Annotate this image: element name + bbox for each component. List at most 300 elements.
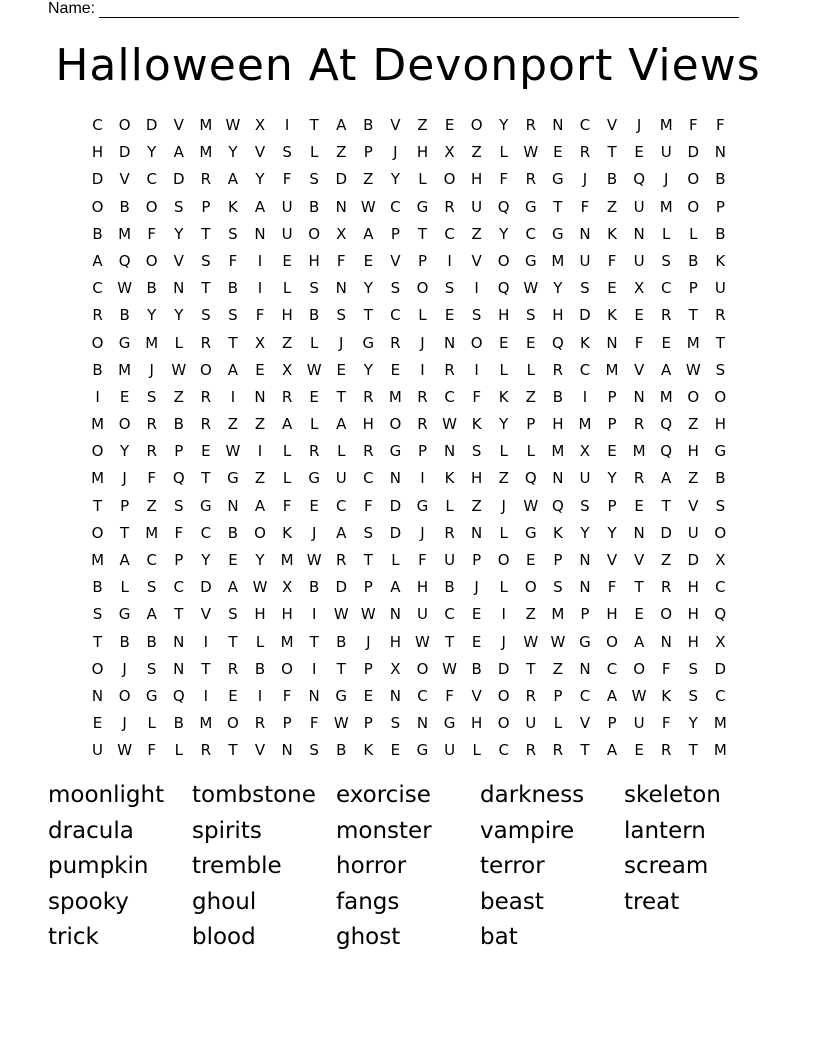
grid-letter: O (308, 224, 321, 243)
grid-letter: O (497, 686, 510, 705)
grid-letter: S (146, 387, 157, 406)
grid-letter: O (118, 415, 131, 434)
grid-letter: G (552, 224, 564, 243)
grid-letter: O (118, 116, 131, 134)
grid-letter: E (498, 333, 509, 352)
word-item: fangs (336, 888, 400, 915)
grid-letter: D (200, 578, 212, 597)
grid-row (84, 493, 734, 520)
grid-letter: P (526, 415, 536, 434)
grid-letter: O (389, 415, 402, 434)
grid-letter: G (335, 686, 348, 705)
grid-row (84, 411, 734, 438)
grid-letter: I (203, 632, 209, 651)
grid-letter: B (254, 659, 266, 678)
grid-letter: I (311, 659, 317, 678)
grid-letter: A (227, 360, 239, 379)
grid-letter: R (552, 741, 564, 760)
grid-letter: M (145, 523, 159, 542)
grid-letter: S (526, 306, 536, 325)
grid-letter: Z (281, 333, 293, 352)
grid-letter: S (580, 279, 590, 298)
grid-letter: Y (499, 224, 509, 243)
grid-letter: Y (499, 415, 509, 434)
grid-letter: N (281, 741, 293, 760)
grid-letter: Q (633, 170, 645, 189)
grid-letter: D (660, 523, 672, 542)
grid-letter: F (607, 578, 617, 597)
grid-letter: B (92, 578, 103, 597)
grid-letter: Q (660, 415, 673, 434)
grid-letter: G (118, 333, 131, 352)
grid-letter: D (579, 306, 591, 325)
grid-letter: Y (201, 551, 211, 569)
grid-letter: R (444, 523, 455, 542)
grid-letter: G (714, 442, 727, 461)
grid-letter: J (420, 333, 425, 352)
grid-letter: X (281, 360, 293, 379)
grid-letter: B (309, 578, 320, 597)
grid-letter: E (634, 306, 644, 325)
grid-letter: M (659, 387, 673, 406)
grid-letter: L (689, 224, 698, 243)
grid-letter: M (713, 714, 727, 733)
grid-letter: B (309, 197, 320, 216)
grid-letter: B (336, 741, 347, 760)
grid-letter: E (228, 686, 238, 705)
grid-letter: P (363, 659, 373, 678)
grid-letter: R (417, 387, 428, 406)
grid-letter: Z (471, 143, 482, 162)
grid-letter: E (363, 251, 374, 270)
grid-letter: V (579, 714, 591, 733)
grid-letter: T (661, 496, 671, 515)
grid-letter: Q (551, 496, 564, 515)
grid-letter: E (390, 741, 401, 760)
grid-letter: S (174, 496, 184, 515)
grid-letter: R (660, 741, 672, 760)
grid-letter: Q (497, 197, 510, 216)
grid-letter: Y (688, 714, 698, 733)
grid-letter: C (390, 306, 401, 325)
grid-letter: C (579, 686, 591, 705)
word-item: tombstone (192, 782, 316, 808)
grid-letter: F (309, 714, 319, 733)
grid-letter: E (282, 251, 292, 270)
grid-letter: W (171, 360, 187, 379)
grid-letter: D (91, 170, 104, 189)
grid-letter: S (201, 306, 211, 325)
grid-letter: S (228, 605, 238, 624)
grid-letter: Y (390, 170, 400, 189)
grid-letter: Z (146, 496, 157, 515)
grid-letter: W (252, 578, 268, 597)
grid-letter: P (390, 224, 400, 243)
grid-letter: O (687, 387, 700, 406)
grid-letter: E (607, 442, 617, 461)
grid-letter: R (390, 333, 401, 352)
grid-letter: E (526, 551, 536, 569)
grid-letter: Q (714, 605, 727, 624)
grid-letter: O (660, 605, 673, 624)
grid-row (84, 710, 734, 737)
grid-letter: R (254, 714, 266, 733)
grid-letter: R (146, 415, 157, 434)
grid-letter: R (444, 197, 455, 216)
grid-letter: J (366, 632, 371, 651)
grid-letter: U (471, 197, 483, 216)
grid-letter: N (389, 469, 402, 488)
grid-letter: H (552, 306, 564, 325)
grid-letter: V (390, 116, 401, 134)
grid-letter: P (715, 197, 725, 216)
grid-letter: H (687, 632, 699, 651)
grid-letter: F (147, 469, 157, 488)
grid-letter: M (280, 551, 294, 569)
word-row (48, 778, 768, 814)
grid-letter: Z (417, 116, 428, 134)
grid-letter: G (227, 469, 239, 488)
grid-letter: S (471, 306, 482, 325)
grid-letter: M (551, 442, 565, 461)
grid-letter: O (227, 714, 239, 733)
page-title: Halloween At Devonport Views (55, 40, 761, 91)
grid-letter: M (91, 415, 105, 434)
grid-letter: O (416, 659, 429, 678)
grid-letter: V (633, 551, 645, 569)
grid-letter: P (363, 714, 373, 733)
grid-letter: E (471, 605, 482, 624)
grid-letter: G (308, 469, 320, 488)
grid-letter: C (146, 170, 157, 189)
grid-letter: L (174, 741, 183, 760)
grid-letter: F (499, 170, 509, 189)
grid-letter: E (92, 714, 103, 733)
grid-letter: U (633, 197, 645, 216)
grid-letter: R (552, 360, 564, 379)
grid-letter: R (579, 143, 591, 162)
grid-letter: Z (254, 415, 266, 434)
grid-letter: C (606, 659, 618, 678)
grid-letter: E (309, 496, 319, 515)
grid-letter: S (444, 279, 455, 298)
grid-letter: P (282, 714, 292, 733)
word-item: tremble (192, 853, 282, 880)
grid-letter: C (390, 197, 401, 216)
word-item: spooky (48, 888, 129, 915)
grid-letter: Z (227, 415, 239, 434)
grid-letter: U (335, 469, 347, 488)
grid-letter: D (335, 578, 348, 597)
grid-letter: I (447, 251, 452, 270)
grid-letter: A (254, 197, 266, 216)
grid-letter: T (309, 116, 319, 134)
grid-letter: Z (336, 143, 347, 162)
grid-letter: B (715, 170, 726, 189)
grid-letter: K (228, 197, 238, 216)
grid-letter: H (281, 605, 293, 624)
grid-letter: I (420, 469, 425, 488)
grid-letter: T (228, 741, 238, 760)
grid-letter: C (444, 224, 455, 243)
grid-letter: G (118, 605, 131, 624)
grid-letter: S (336, 306, 346, 325)
grid-letter: A (336, 415, 347, 434)
grid-letter: D (497, 659, 510, 678)
grid-letter: F (418, 551, 427, 569)
grid-letter: R (200, 415, 212, 434)
word-item: ghoul (192, 888, 257, 915)
grid-letter: G (416, 741, 429, 760)
grid-letter: L (499, 442, 508, 461)
grid-letter: U (660, 143, 672, 162)
grid-letter: O (91, 333, 104, 352)
grid-letter: G (552, 170, 564, 189)
grid-letter: X (715, 551, 726, 569)
grid-letter: T (92, 632, 103, 651)
grid-row (84, 302, 734, 329)
grid-letter: I (95, 387, 100, 406)
grid-letter: E (390, 360, 401, 379)
grid-letter: B (471, 659, 482, 678)
grid-letter: N (714, 143, 726, 162)
grid-letter: L (337, 442, 346, 461)
grid-letter: H (91, 143, 104, 162)
grid-letter: A (146, 605, 157, 624)
grid-letter: W (225, 116, 241, 134)
grid-letter: Y (228, 143, 238, 162)
grid-letter: H (362, 415, 374, 434)
grid-letter: A (336, 116, 347, 134)
grid-letter: L (499, 360, 508, 379)
grid-row (84, 520, 734, 547)
grid-letter: K (607, 306, 617, 325)
grid-letter: W (117, 741, 133, 760)
grid-letter: X (444, 143, 455, 162)
grid-letter: S (715, 496, 726, 515)
grid-letter: U (92, 741, 104, 760)
grid-letter: Z (606, 197, 618, 216)
grid-letter: K (471, 415, 482, 434)
grid-letter: R (660, 306, 672, 325)
grid-letter: B (227, 523, 239, 542)
grid-letter: B (363, 116, 374, 134)
grid-letter: B (227, 279, 239, 298)
grid-letter: H (687, 578, 699, 597)
grid-row (84, 574, 734, 601)
grid-letter: T (228, 333, 238, 352)
grid-letter: E (255, 360, 265, 379)
grid-letter: Y (363, 360, 373, 379)
grid-letter: K (363, 741, 374, 760)
grid-letter: M (659, 116, 673, 134)
grid-letter: O (714, 387, 727, 406)
grid-letter: K (444, 469, 455, 488)
grid-letter: R (525, 170, 536, 189)
grid-letter: T (309, 632, 319, 651)
grid-row (84, 547, 734, 574)
grid-letter: N (633, 224, 645, 243)
grid-letter: H (552, 415, 564, 434)
grid-letter: P (174, 551, 184, 569)
grid-letter: F (228, 251, 238, 270)
grid-letter: W (306, 360, 322, 379)
grid-letter: S (471, 442, 482, 461)
grid-letter: W (333, 714, 349, 733)
grid-letter: Y (147, 306, 157, 325)
grid-letter: H (498, 306, 510, 325)
grid-letter: T (201, 469, 211, 488)
word-item: moonlight (48, 782, 165, 808)
grid-letter: J (474, 578, 479, 597)
grid-letter: D (389, 496, 402, 515)
grid-letter: I (230, 387, 236, 406)
grid-letter: D (118, 143, 131, 162)
grid-letter: O (524, 578, 537, 597)
grid-letter: R (308, 442, 320, 461)
grid-letter: E (119, 387, 130, 406)
grid-letter: S (146, 578, 157, 597)
grid-letter: O (470, 333, 483, 352)
grid-row (84, 601, 734, 628)
grid-letter: L (147, 714, 156, 733)
grid-letter: J (122, 469, 127, 488)
grid-row (84, 656, 734, 683)
grid-letter: S (715, 360, 726, 379)
word-item: bat (480, 924, 518, 951)
grid-letter: L (499, 523, 508, 542)
letter-grid (84, 112, 734, 765)
grid-letter: C (525, 224, 537, 243)
grid-letter: F (364, 496, 373, 515)
word-item: blood (192, 924, 256, 951)
grid-letter: P (553, 686, 563, 705)
grid-letter: F (472, 387, 481, 406)
grid-letter: A (661, 469, 672, 488)
grid-letter: N (471, 523, 483, 542)
grid-letter: Z (498, 469, 509, 488)
grid-row (84, 194, 734, 221)
grid-letter: O (497, 714, 510, 733)
grid-letter: J (122, 659, 127, 678)
grid-letter: Z (254, 469, 266, 488)
grid-letter: T (715, 333, 725, 352)
grid-letter: I (474, 279, 479, 298)
word-list (48, 778, 768, 956)
grid-letter: M (199, 143, 213, 162)
grid-letter: F (607, 251, 617, 270)
grid-letter: N (579, 578, 591, 597)
grid-letter: M (91, 551, 105, 569)
grid-letter: C (498, 741, 509, 760)
grid-letter: J (663, 170, 669, 189)
grid-letter: E (634, 143, 644, 162)
grid-letter: Y (120, 442, 130, 461)
grid-letter: F (282, 170, 292, 189)
grid-letter: R (146, 442, 157, 461)
grid-letter: T (228, 632, 238, 651)
grid-letter: S (309, 170, 319, 189)
grid-row (84, 357, 734, 384)
grid-letter: J (393, 143, 398, 162)
grid-letter: V (254, 143, 266, 162)
grid-letter: Y (255, 551, 265, 569)
grid-letter: M (118, 224, 132, 243)
grid-letter: M (145, 333, 159, 352)
grid-letter: Z (471, 496, 482, 515)
grid-letter: W (360, 605, 376, 624)
grid-letter: W (225, 442, 241, 461)
grid-letter: C (579, 116, 591, 134)
grid-letter: K (498, 387, 509, 406)
grid-row (84, 683, 734, 710)
grid-letter: Y (499, 116, 509, 134)
grid-letter: G (389, 442, 402, 461)
grid-letter: C (660, 279, 672, 298)
grid-letter: C (444, 605, 455, 624)
grid-letter: A (606, 686, 618, 705)
grid-letter: R (660, 578, 672, 597)
grid-letter: M (686, 333, 700, 352)
grid-letter: N (173, 632, 185, 651)
grid-letter: N (335, 197, 347, 216)
grid-letter: L (282, 279, 292, 298)
grid-letter: J (582, 170, 588, 189)
grid-letter: R (200, 387, 212, 406)
grid-letter: H (687, 605, 699, 624)
grid-letter: E (634, 605, 644, 624)
grid-letter: Z (552, 659, 563, 678)
grid-letter: S (390, 279, 401, 298)
grid-letter: J (149, 360, 154, 379)
word-item: vampire (480, 817, 575, 844)
grid-letter: L (499, 143, 508, 162)
grid-letter: E (444, 116, 455, 134)
grid-letter: B (119, 632, 130, 651)
grid-letter: O (254, 523, 266, 542)
grid-letter: F (255, 306, 265, 325)
grid-letter: Z (525, 387, 536, 406)
grid-letter: W (442, 659, 457, 678)
grid-letter: P (607, 415, 617, 434)
grid-letter: W (333, 605, 349, 624)
name-field (48, 0, 739, 18)
grid-letter: G (524, 251, 537, 270)
grid-letter: V (254, 741, 266, 760)
word-item: treat (624, 888, 680, 915)
grid-letter: S (688, 686, 699, 705)
grid-letter: O (91, 523, 104, 542)
grid-letter: O (497, 551, 510, 569)
grid-letter: J (311, 523, 317, 542)
grid-letter: L (526, 360, 535, 379)
grid-letter: L (662, 224, 671, 243)
word-row (48, 885, 768, 921)
grid-letter: P (607, 714, 617, 733)
grid-letter: N (173, 659, 185, 678)
grid-letter: E (526, 333, 536, 352)
grid-letter: N (254, 224, 266, 243)
grid-letter: R (444, 360, 455, 379)
grid-letter: B (92, 224, 103, 243)
grid-letter: S (661, 251, 671, 270)
grid-letter: J (501, 496, 506, 515)
grid-letter: N (579, 551, 591, 569)
grid-letter: G (524, 523, 537, 542)
grid-letter: D (172, 170, 185, 189)
grid-letter: O (633, 659, 645, 678)
grid-letter: C (363, 469, 374, 488)
